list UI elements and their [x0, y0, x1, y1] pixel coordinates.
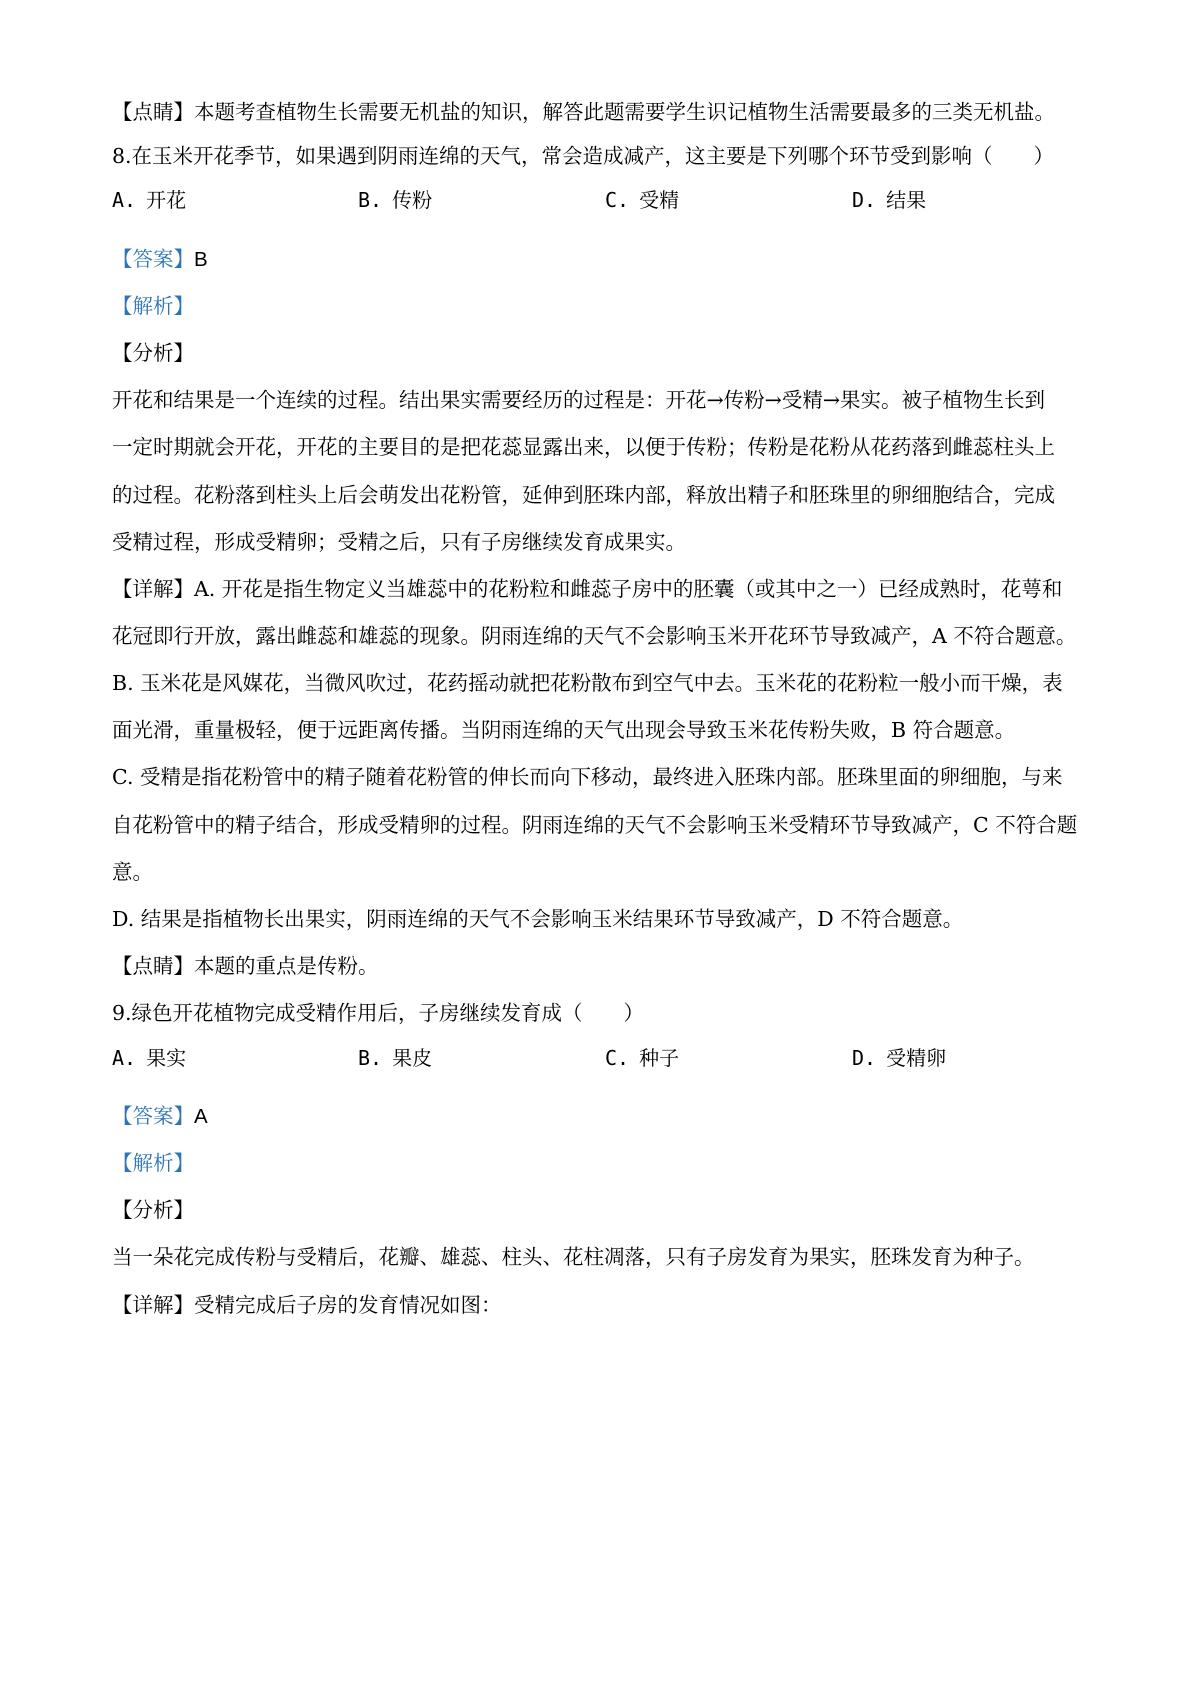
- answer-label: 【答案】: [112, 247, 194, 271]
- q8-xiangjie-line: 意。: [112, 860, 153, 884]
- q8-answer: [112, 244, 1102, 275]
- answer-value: B: [194, 248, 208, 271]
- xiangjie-label: 【详解】: [112, 577, 194, 601]
- q9-xiangjie: [112, 1290, 1102, 1320]
- answer-label: 【答案】: [112, 1104, 194, 1128]
- q9-answer: [112, 1101, 1102, 1132]
- q9-option-b: [358, 1043, 432, 1073]
- option-letter: D.: [852, 1046, 877, 1070]
- q9-jiexi-label: 【解析】: [112, 1151, 194, 1175]
- option-text: 开花: [146, 188, 187, 212]
- q8-jiexi-label: 【解析】: [112, 294, 194, 318]
- q8-option-a: [112, 185, 186, 215]
- q8-xiangjie-line: B. 玉米花是风媒花，当微风吹过，花药摇动就把花粉散布到空气中去。玉米花的花粉粒一般小而干燥，表: [112, 671, 1063, 695]
- option-letter: A.: [112, 188, 137, 212]
- q9-fenxi-text: 当一朵花完成传粉与受精后，花瓣、雄蕊、柱头、花柱凋落，只有子房发育为果实，胚珠发育为种子。: [112, 1245, 1035, 1269]
- xiangjie-text: A. 开花是指生物定义当雄蕊中的花粉粒和雌蕊子房中的胚囊（或其中之一）已经成熟时，花萼和: [194, 577, 1063, 601]
- q8-fenxi-line: 开花和结果是一个连续的过程。结出果实需要经历的过程是：开花→传粉→受精→果实。被子植物生长到: [112, 388, 1046, 412]
- q8-dianjing: [112, 951, 1102, 981]
- q8-xiangjie-line: 面光滑，重量极轻，便于远距离传播。当阴雨连绵的天气出现会导致玉米花传粉失败，B 符合题意。: [112, 718, 1016, 742]
- dianjing-label: 【点睛】: [112, 954, 194, 978]
- xiangjie-text: 受精完成后子房的发育情况如图：: [194, 1293, 502, 1317]
- option-letter: B.: [358, 188, 383, 212]
- option-letter: D.: [852, 188, 877, 212]
- option-text: 果皮: [392, 1046, 433, 1070]
- option-text: 种子: [639, 1046, 680, 1070]
- answer-value: A: [194, 1105, 208, 1128]
- q8-fenxi-line: 一定时期就会开花，开花的主要目的是把花蕊显露出来，以便于传粉；传粉是花粉从花药落到雌蕊柱头上: [112, 435, 1055, 459]
- option-letter: C.: [605, 1046, 630, 1070]
- q7-dianjing: [112, 97, 1102, 127]
- option-text: 结果: [886, 188, 927, 212]
- q8-option-d: [852, 185, 926, 215]
- q9-fenxi-label: 【分析】: [112, 1198, 194, 1222]
- dianjing-text: 本题的重点是传粉。: [194, 954, 379, 978]
- dianjing-label: 【点睛】: [112, 100, 194, 124]
- q8-fenxi-line: 的过程。花粉落到柱头上后会萌发出花粉管，延伸到胚珠内部，释放出精子和胚珠里的卵细胞结合，完成: [112, 483, 1055, 507]
- option-text: 传粉: [392, 188, 433, 212]
- option-text: 受精卵: [886, 1046, 947, 1070]
- option-text: 果实: [146, 1046, 187, 1070]
- option-letter: B.: [358, 1046, 383, 1070]
- q8-xiangjie-line: D. 结果是指植物长出果实，阴雨连绵的天气不会影响玉米结果环节导致减产，D 不符合题意。: [112, 907, 964, 931]
- q9-option-c: [605, 1043, 679, 1073]
- q8-stem: 8.在玉米开花季节，如果遇到阴雨连绵的天气，常会造成减产，这主要是下列哪个环节受到影响（ ）: [112, 144, 1055, 168]
- q9-stem: 9.绿色开花植物完成受精作用后，子房继续发育成（ ）: [112, 1001, 645, 1025]
- q8-fenxi-label: 【分析】: [112, 341, 194, 365]
- q8-option-b: [358, 185, 432, 215]
- q8-xiangjie-line: C. 受精是指花粉管中的精子随着花粉管的伸长而向下移动，最终进入胚珠内部。胚珠里面的卵细胞，与来: [112, 765, 1063, 789]
- q8-fenxi-line: 受精过程，形成受精卵；受精之后，只有子房继续发育成果实。: [112, 530, 686, 554]
- q8-xiangjie-line-1: [112, 574, 1102, 604]
- option-letter: A.: [112, 1046, 137, 1070]
- option-letter: C.: [605, 188, 630, 212]
- q9-option-d: [852, 1043, 946, 1073]
- q9-option-a: [112, 1043, 186, 1073]
- q8-option-c: [605, 185, 679, 215]
- option-text: 受精: [639, 188, 680, 212]
- q8-xiangjie-line: 花冠即行开放，露出雌蕊和雄蕊的现象。阴雨连绵的天气不会影响玉米开花环节导致减产，A 不符合题意。: [112, 624, 1077, 648]
- xiangjie-label: 【详解】: [112, 1293, 194, 1317]
- dianjing-text: 本题考查植物生长需要无机盐的知识，解答此题需要学生识记植物生活需要最多的三类无机盐。: [194, 100, 1055, 124]
- q8-xiangjie-line: 自花粉管中的精子结合，形成受精卵的过程。阴雨连绵的天气不会影响玉米受精环节导致减产，C 不符合题: [112, 813, 1078, 837]
